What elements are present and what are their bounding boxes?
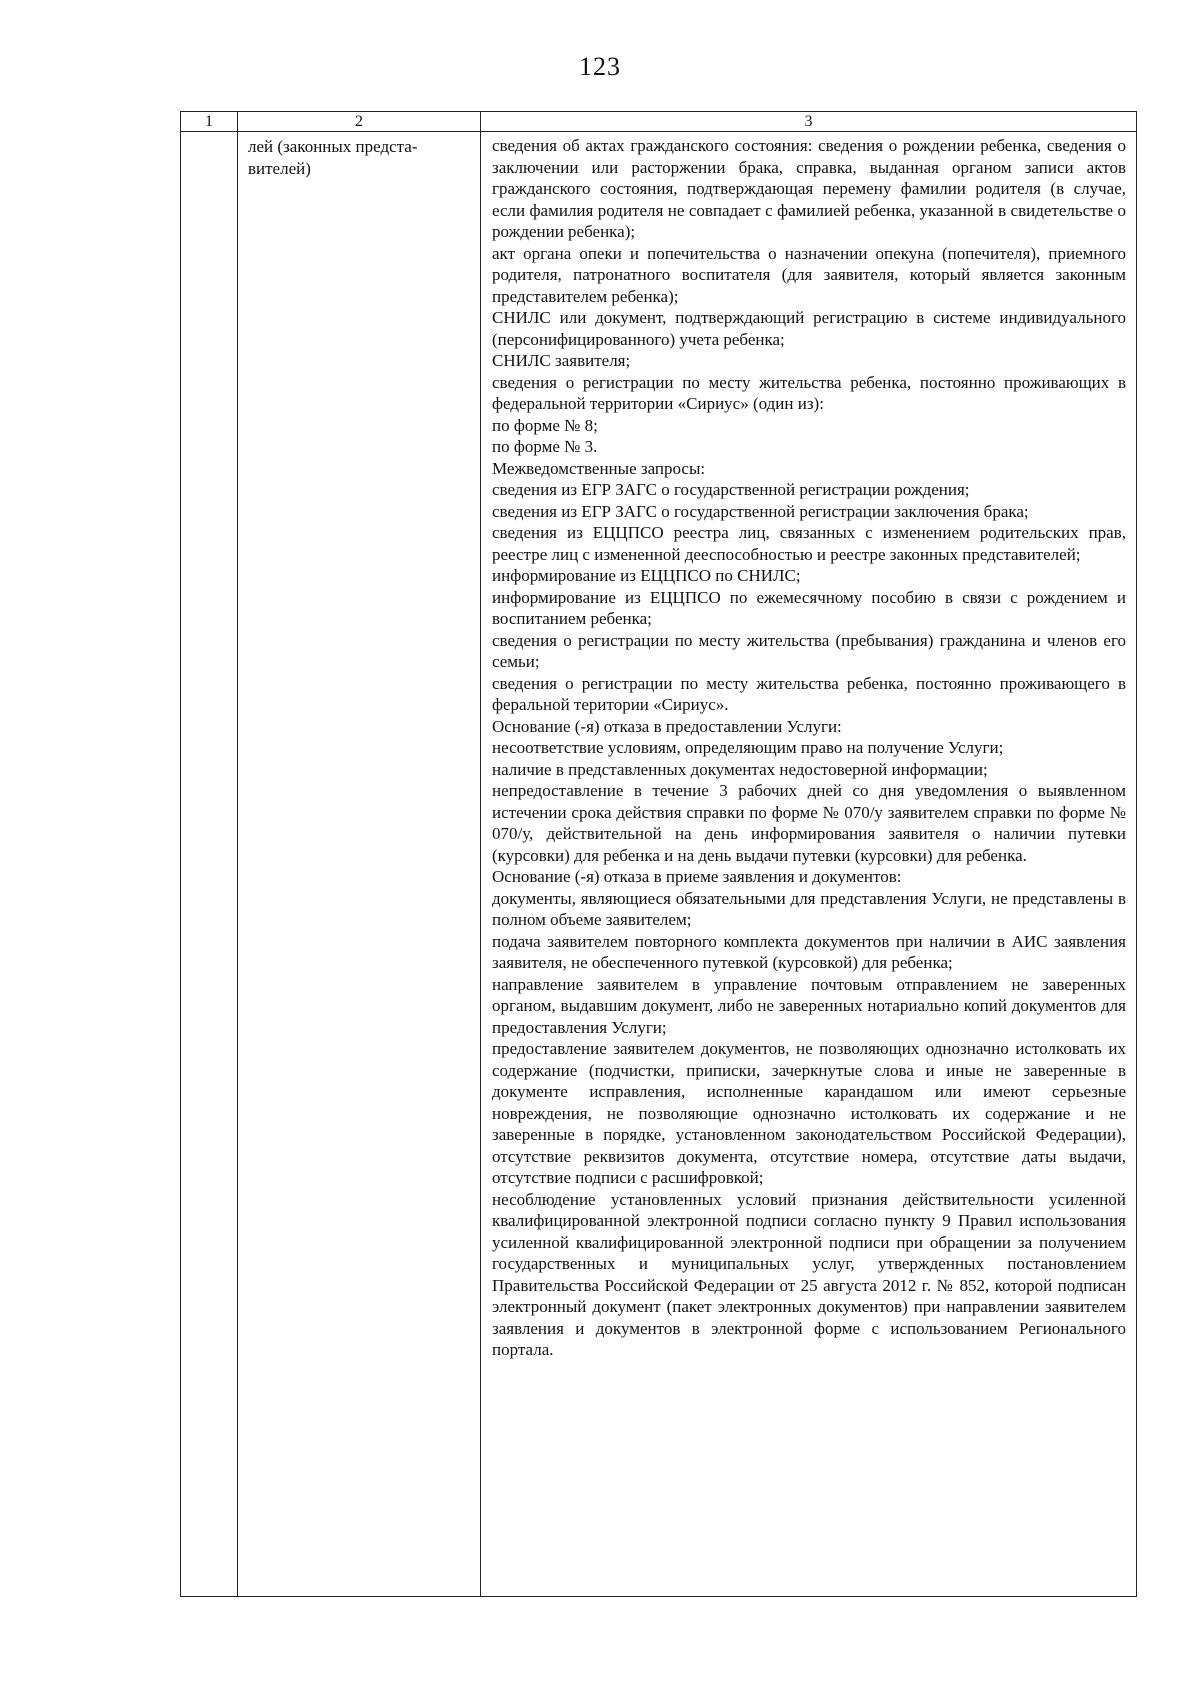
document-table (180, 111, 1137, 1597)
page-number: 123 (579, 52, 621, 81)
col3-paragraph: Межведомственные запросы: (492, 458, 706, 478)
col3-paragraph: СНИЛС заявителя; (492, 351, 631, 370)
col3-paragraph: сведения об актах гражданского состояния: сведения о рождении ребенка, сведения о заключении или расторжении брака, справка, выданная органом записи актов гражданского состояния, подтверждающая перемену фамилии родителя (в случае, если фамилия родителя не совпадает с фамилией ребенка, указанной в свидетельстве о рождении ребенка); (492, 136, 1126, 241)
col3-paragraph: несоблюдение установленных условий признания действительности усиленной квалифицированной электронной подписи согласно пункту 9 Правил использования усиленной квалифицированной электронной подписи при обращении за получением государственных и муниципальных услуг, утвержденных постановлением Правительства Российской Федерации от 25 августа 2012 г. № 852, которой подписан электронный документ (пакет электронных документов) при направлении заявителем заявления и документов в электронной форме с использованием Регионального портала. (492, 1189, 1126, 1359)
col3-paragraph: непредоставление в течение 3 рабочих дней со дня уведомления о выявленном истечении срока действия справки по форме № 070/у заявителем справки по форме № 070/у, действительной на день информирования заявителя о наличии путевки (курсовки) для ребенка и на день выдачи путевки (курсовки) для ребенка. (492, 781, 1126, 865)
col2-line: лей (законных предста- (248, 137, 418, 156)
col3-paragraph: наличие в представленных документах недостоверной информации; (492, 759, 988, 779)
col3-paragraph: по форме № 8; (492, 415, 598, 435)
col3-paragraph: информирование из ЕЦЦПСО по СНИЛС; (492, 566, 801, 585)
cell-col1 (181, 132, 238, 1597)
column-header-2: 2 (238, 112, 481, 132)
col3-paragraph: по форме № 3. (492, 437, 598, 456)
table-header-row (181, 112, 1137, 132)
col3-paragraph: направление заявителем в управление почтовым отправлением не заверенных органом, выдавшим документ, либо не заверенных нотариально копий документов для предоставления Услуги; (492, 974, 1126, 1037)
cell-col3 (481, 132, 1137, 1597)
col3-paragraph: несоответствие условиям, определяющим право на получение Услуги; (492, 738, 1004, 757)
col3-paragraph: информирование из ЕЦЦПСО по ежемесячному пособию в связи с рождением и воспитанием ребенка; (492, 587, 1126, 628)
col3-paragraph: акт органа опеки и попечительства о назначении опекуна (попечителя), приемного родителя, патронатного воспитателя (для заявителя, который является законным представителем ребенка); (492, 243, 1126, 306)
col3-paragraph: сведения о регистрации по месту жительства ребенка, постоянно проживающего в феральной територии «Сириус». (492, 673, 1126, 714)
col3-paragraph: сведения о регистрации по месту жительства (пребывания) гражданина и членов его семьи; (492, 630, 1126, 671)
column-header-1: 1 (181, 112, 238, 132)
table-row (181, 132, 1137, 1597)
col3-paragraph: документы, являющиеся обязательными для представления Услуги, не представлены в полном объеме заявителем; (492, 888, 1126, 929)
col3-paragraph: сведения из ЕГР ЗАГС о государственной регистрации заключения брака; (492, 501, 1029, 521)
cell-col2 (238, 132, 481, 1597)
col3-paragraph: предоставление заявителем документов, не позволяющих однозначно истолковать их содержание (подчистки, приписки, зачеркнутые слова и иные не заверенные в документе исправления, исполненные карандашом или имеют серьезные новреждения, не позволяющие однозначно истолковать их содержание и не заверенные в порядке, установленном законодательством Российской Федерации), отсутствие реквизитов документа, отсутствие номера, отсутствие даты выдачи, отсутствие подписи с расшифровкой; (492, 1039, 1126, 1187)
col2-line: вителей) (248, 158, 311, 178)
col3-paragraph: сведения из ЕЦЦПСО реестра лиц, связанных с изменением родительских прав, реестре лиц с измененной дееспособностью и реестре законных представителей; (492, 523, 1126, 564)
col3-paragraph: сведения из ЕГР ЗАГС о государственной регистрации рождения; (492, 480, 970, 499)
col3-paragraph: сведения о регистрации по месту жительства ребенка, постоянно проживающих в федеральной территории «Сириус» (один из): (492, 372, 1126, 413)
col3-paragraph: СНИЛС или документ, подтверждающий регистрацию в системе индивидуального (персонифицированного) учета ребенка; (492, 308, 1126, 349)
column-header-3: 3 (481, 112, 1137, 132)
col3-paragraph: Основание (-я) отказа в предоставлении Услуги: (492, 716, 842, 736)
col3-paragraph: подача заявителем повторного комплекта документов при наличии в АИС заявления заявителя, не обеспеченного путевкой (курсовкой) для ребенка; (492, 931, 1126, 972)
col3-paragraph: Основание (-я) отказа в приеме заявления и документов: (492, 867, 902, 886)
